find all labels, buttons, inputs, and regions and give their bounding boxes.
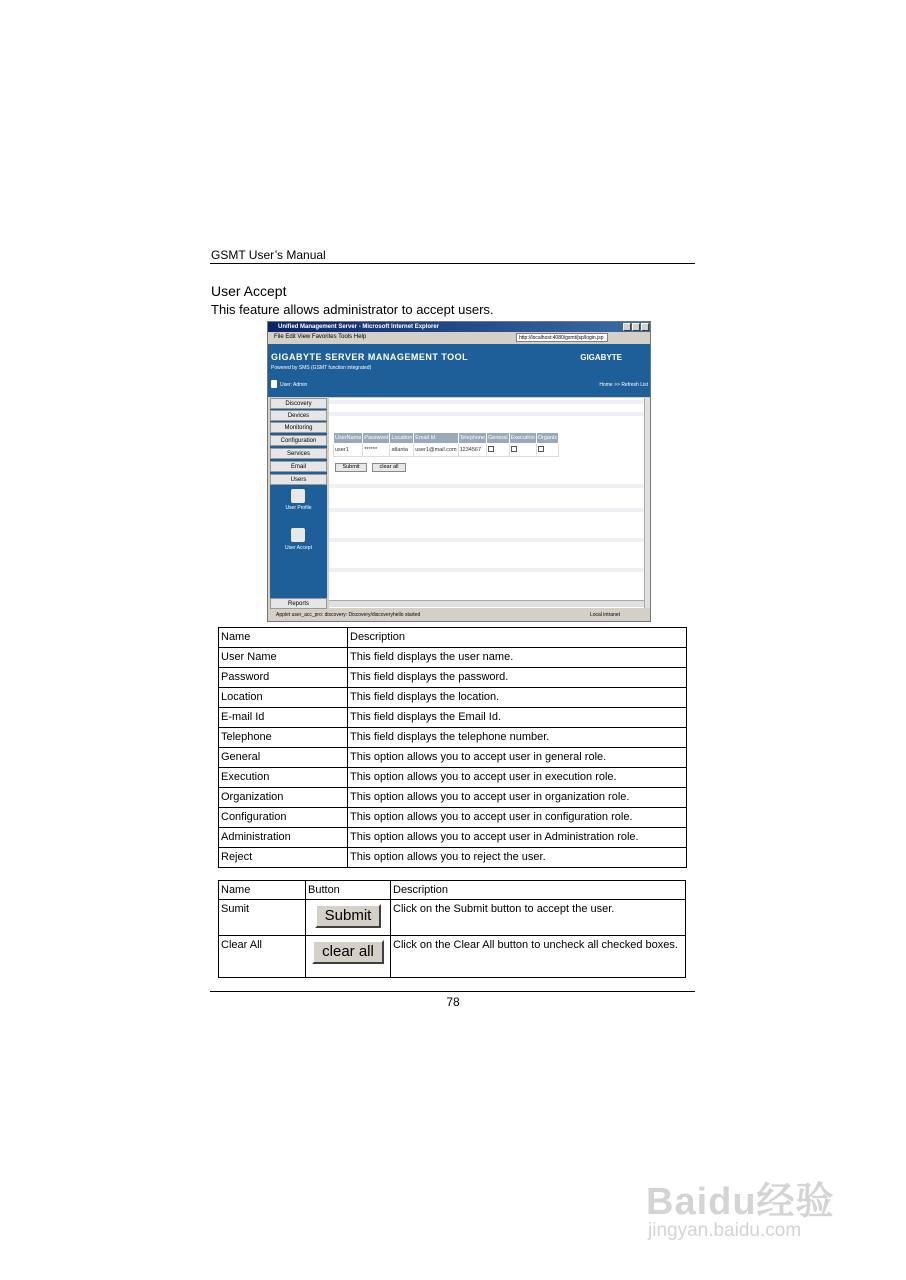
- table-header-row: [219, 881, 686, 900]
- brand-logo: GIGABYTE: [580, 353, 622, 362]
- header-description: Description: [348, 628, 687, 648]
- submit-button[interactable]: Submit: [335, 463, 367, 472]
- user-accept-table: [333, 432, 559, 457]
- stripe: [329, 484, 644, 488]
- cell-username: user1: [334, 444, 363, 457]
- nav-email[interactable]: Email: [270, 461, 327, 472]
- table-row: [219, 900, 686, 936]
- cell-execution[interactable]: [509, 444, 536, 457]
- menu-bar[interactable]: File Edit View Favorites Tools Help: [268, 332, 650, 343]
- embedded-screenshot: [267, 321, 651, 622]
- stripe: [329, 538, 644, 542]
- banner-user: User: Admin: [280, 382, 308, 388]
- nav-monitoring[interactable]: Monitoring: [270, 422, 327, 433]
- organization-checkbox[interactable]: [538, 446, 544, 452]
- field-description: This field displays the user name.: [348, 648, 687, 668]
- cell-telephone: 1234567: [458, 444, 486, 457]
- table-row: [219, 668, 687, 688]
- horizontal-scrollbar[interactable]: [329, 600, 644, 607]
- stripe: [329, 412, 644, 416]
- col-organization: Organiz: [536, 433, 558, 444]
- field-description: This option allows you to accept user in organization role.: [348, 788, 687, 808]
- clear-all-button[interactable]: clear all: [372, 463, 406, 472]
- header-name: Name: [219, 881, 306, 900]
- field-description: This option allows you to reject the user.: [348, 848, 687, 868]
- table-header-row: [219, 628, 687, 648]
- col-location: Location: [390, 433, 414, 444]
- table-row: [219, 648, 687, 668]
- toolbar: [268, 332, 650, 343]
- cell-organization[interactable]: [536, 444, 558, 457]
- table-row: [219, 768, 687, 788]
- table-row: [219, 748, 687, 768]
- submit-button-image: Submit: [315, 904, 382, 928]
- field-description: This field displays the Email Id.: [348, 708, 687, 728]
- user-accept-label[interactable]: User Accept: [285, 545, 312, 551]
- zone-label: Local intranet: [589, 612, 620, 618]
- button-name: Sumit: [219, 900, 306, 936]
- cell-password: ******: [363, 444, 390, 457]
- user-profile-label[interactable]: User Profile: [285, 505, 312, 511]
- nav-reports[interactable]: Reports: [270, 598, 327, 609]
- col-execution: Execution: [509, 433, 536, 444]
- content-area: [329, 398, 644, 608]
- table-row: [219, 936, 686, 978]
- field-name: Telephone: [219, 728, 348, 748]
- col-email: Email Id: [414, 433, 458, 444]
- field-description: This option allows you to accept user in execution role.: [348, 768, 687, 788]
- header-button: Button: [306, 881, 391, 900]
- watermark-url: jingyan.baidu.com: [648, 1220, 802, 1241]
- field-name: Location: [219, 688, 348, 708]
- header-description: Description: [391, 881, 686, 900]
- execution-checkbox[interactable]: [511, 446, 517, 452]
- button-cell: [306, 936, 391, 978]
- manual-header: GSMT User’s Manual: [211, 248, 326, 262]
- cell-general[interactable]: [487, 444, 510, 457]
- button-description: Click on the Submit button to accept the user.: [391, 900, 686, 936]
- col-general: General: [487, 433, 510, 444]
- button-description: Click on the Clear All button to uncheck all checked boxes.: [391, 936, 686, 978]
- address-bar[interactable]: http://localhost:4080/gsmt/jsp/login.jsp: [516, 333, 608, 342]
- sidebar: [270, 398, 327, 608]
- button-cell: [306, 900, 391, 936]
- close-icon[interactable]: [641, 323, 649, 331]
- app-banner: [268, 344, 650, 397]
- table-row: [219, 688, 687, 708]
- window-titlebar: [268, 322, 650, 332]
- field-name: Password: [219, 668, 348, 688]
- table-row: [219, 788, 687, 808]
- vertical-scrollbar[interactable]: [644, 398, 650, 608]
- user-icon: [271, 380, 277, 388]
- user-profile-icon[interactable]: [291, 489, 305, 503]
- field-description: This field displays the telephone number.: [348, 728, 687, 748]
- table-header-row: [334, 433, 559, 444]
- window-buttons: [623, 323, 649, 331]
- field-name: General: [219, 748, 348, 768]
- nav-devices[interactable]: Devices: [270, 410, 327, 421]
- minimize-icon[interactable]: [623, 323, 631, 331]
- clear-all-button-image: clear all: [312, 940, 384, 964]
- table-row: [219, 728, 687, 748]
- table-row: [219, 708, 687, 728]
- cell-email: user1@mail.com: [414, 444, 458, 457]
- field-name: Execution: [219, 768, 348, 788]
- table-row: [219, 828, 687, 848]
- field-description: This field displays the password.: [348, 668, 687, 688]
- field-name: Administration: [219, 828, 348, 848]
- user-accept-icon[interactable]: [291, 528, 305, 542]
- watermark-logo: Baidu经验: [646, 1181, 835, 1223]
- banner-title: GIGABYTE SERVER MANAGEMENT TOOL: [271, 352, 469, 362]
- maximize-icon[interactable]: [632, 323, 640, 331]
- fields-table: [218, 627, 687, 868]
- button-name: Clear All: [219, 936, 306, 978]
- field-name: Reject: [219, 848, 348, 868]
- field-name: User Name: [219, 648, 348, 668]
- stripe: [329, 400, 644, 404]
- section-title: User Accept: [211, 283, 287, 299]
- field-description: This option allows you to accept user in general role.: [348, 748, 687, 768]
- header-name: Name: [219, 628, 348, 648]
- table-row: [334, 444, 559, 457]
- stripe: [329, 568, 644, 572]
- watermark: [646, 1170, 856, 1250]
- field-name: Configuration: [219, 808, 348, 828]
- col-username: UserName: [334, 433, 363, 444]
- col-telephone: Telephone: [458, 433, 486, 444]
- field-name: E-mail Id: [219, 708, 348, 728]
- window-title: Unified Management Server - Microsoft Internet Explorer: [278, 324, 440, 330]
- stripe: [329, 508, 644, 512]
- section-intro: This feature allows administrator to accept users.: [211, 302, 494, 317]
- table-row: [219, 848, 687, 868]
- cell-location: atlanta: [390, 444, 414, 457]
- footer-rule: [210, 991, 695, 992]
- nav-users[interactable]: Users: [270, 474, 327, 485]
- status-text: Applet user_acc_pro: discovery: Discovery/discoveryhello started: [276, 612, 421, 618]
- col-password: Password: [363, 433, 390, 444]
- field-description: This option allows you to accept user in Administration role.: [348, 828, 687, 848]
- field-description: This field displays the location.: [348, 688, 687, 708]
- field-description: This option allows you to accept user in configuration role.: [348, 808, 687, 828]
- header-rule: [210, 263, 695, 264]
- page-number: 78: [446, 995, 460, 1009]
- nav-services[interactable]: Services: [270, 448, 327, 459]
- table-row: [219, 808, 687, 828]
- nav-configuration[interactable]: Configuration: [270, 435, 327, 446]
- field-name: Organization: [219, 788, 348, 808]
- buttons-table: [218, 880, 686, 978]
- banner-links[interactable]: Home >> Refresh List: [599, 382, 648, 388]
- nav-discovery[interactable]: Discovery: [270, 398, 327, 409]
- general-checkbox[interactable]: [488, 446, 494, 452]
- status-bar: [268, 610, 650, 621]
- banner-subtitle: Powered by SMS (GSMT function integrated): [271, 365, 372, 371]
